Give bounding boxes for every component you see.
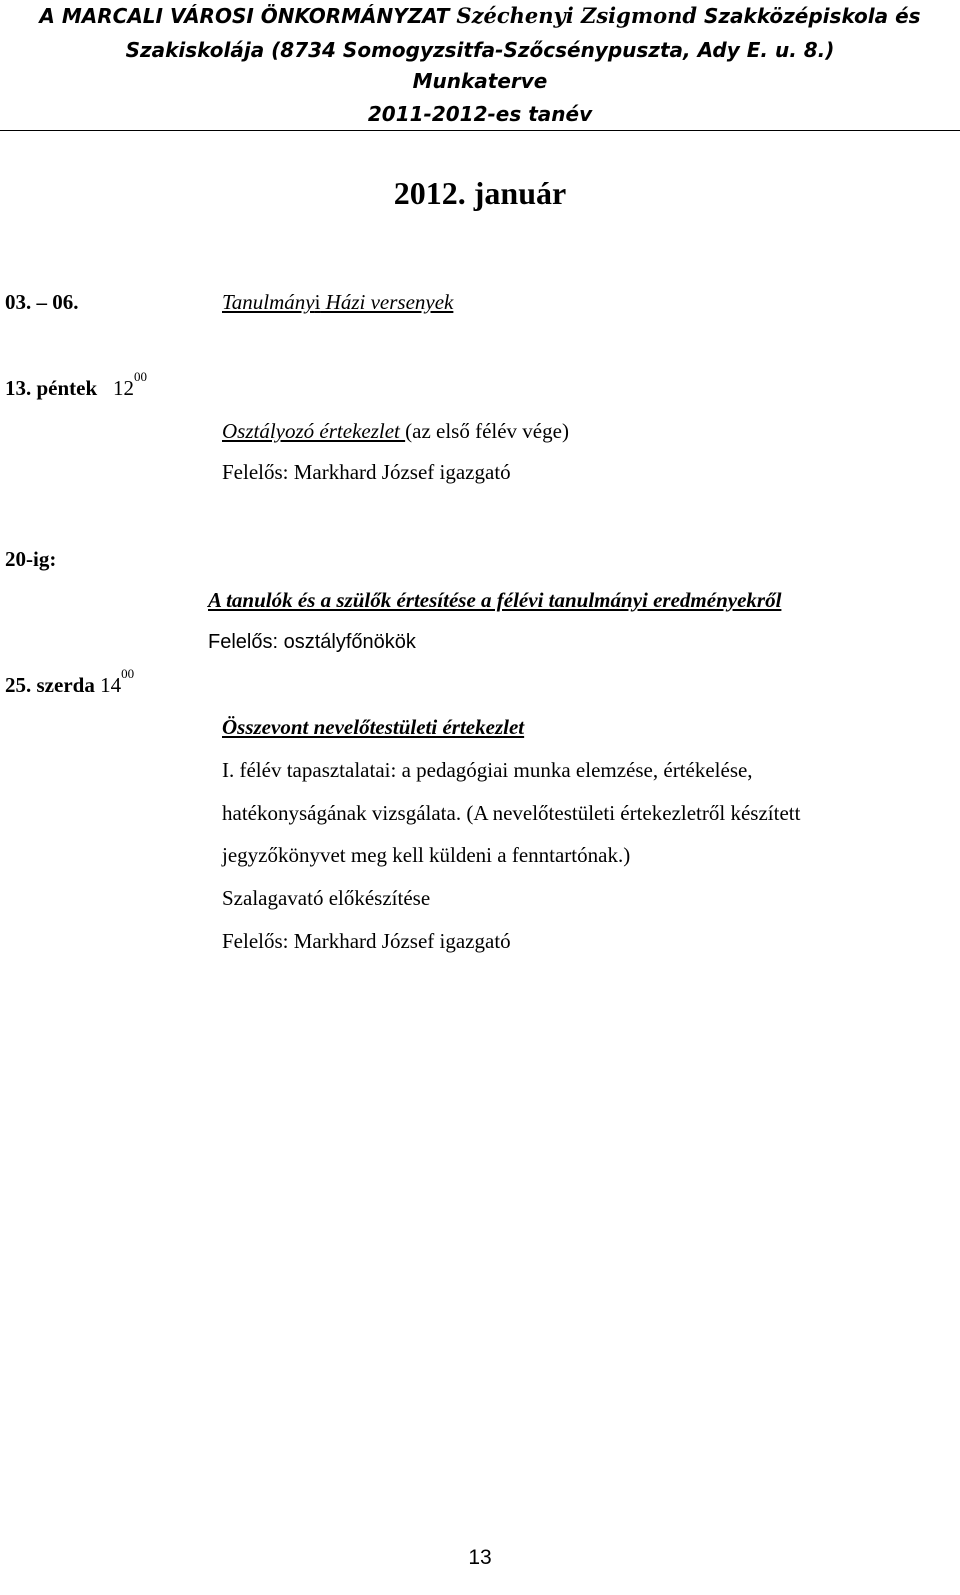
header-line-3: Munkaterve <box>412 69 548 93</box>
entry-2-time-minutes: 00 <box>133 369 147 384</box>
entry-4-line-2: hatékonyságának vizsgálata. (A nevelőtestületi értekezletről készített <box>222 801 801 825</box>
header-line-2: Szakiskolája (8734 Somogyzsitfa-Szőcsénypuszta, Ady E. u. 8.) <box>125 38 835 62</box>
entry-2-date <box>5 369 147 401</box>
entry-4-responsible: Felelős: Markhard József igazgató <box>222 929 511 953</box>
entry-2-title-underlined: Osztályozó értekezlet <box>222 419 406 443</box>
entry-1-title-part-b: i <box>314 290 321 314</box>
entry-3-responsible: Felelős: osztályfőnökök <box>208 631 416 653</box>
entry-2-responsible: Felelős: Markhard József igazgató <box>222 460 511 484</box>
header-line-4: 2011-2012-es tanév <box>367 102 593 126</box>
header-divider <box>0 130 960 131</box>
entry-4-date <box>5 666 135 698</box>
header-line-1-prefix: A MARCALI VÁROSI ÖNKORMÁNYZAT <box>39 4 457 28</box>
entry-4-line-3: jegyzőkönyvet meg kell küldeni a fenntartónak.) <box>222 843 631 867</box>
entry-4-time: 14 <box>100 673 122 697</box>
entry-4-title: Összevont nevelőtestületi értekezlet <box>222 715 525 739</box>
entry-1-title-part-a: Tanulmány <box>222 290 315 314</box>
entry-2-date-day: 13. péntek <box>5 376 98 400</box>
school-name-script: Széchenyi Zsigmond <box>456 3 698 28</box>
entry-4-date-day: 25. szerda <box>5 673 95 697</box>
entry-4-time-minutes: 00 <box>121 666 135 681</box>
entry-1-date: 03. – 06. <box>5 290 79 314</box>
entry-4-line-4: Szalagavató előkészítése <box>222 886 431 910</box>
entry-3-title: A tanulók és a szülők értesítése a félévi tanulmányi eredményekről <box>208 588 782 612</box>
page-number: 13 <box>468 1546 492 1569</box>
entry-2-title-rest: (az első félév vége) <box>405 419 569 443</box>
entry-1-title-part-c: Házi versenyek <box>320 290 454 314</box>
entry-1-title <box>222 289 453 315</box>
entry-2-title <box>222 418 569 444</box>
header-line-1-suffix: Szakközépiskola és <box>697 4 921 28</box>
entry-2-time: 12 <box>112 376 134 400</box>
entry-3-date: 20-ig: <box>5 547 57 571</box>
month-title: 2012. január <box>393 175 567 211</box>
header-line-1 <box>0 4 960 28</box>
entry-4-line-1: I. félév tapasztalatai: a pedagógiai munka elemzése, értékelése, <box>222 758 753 782</box>
